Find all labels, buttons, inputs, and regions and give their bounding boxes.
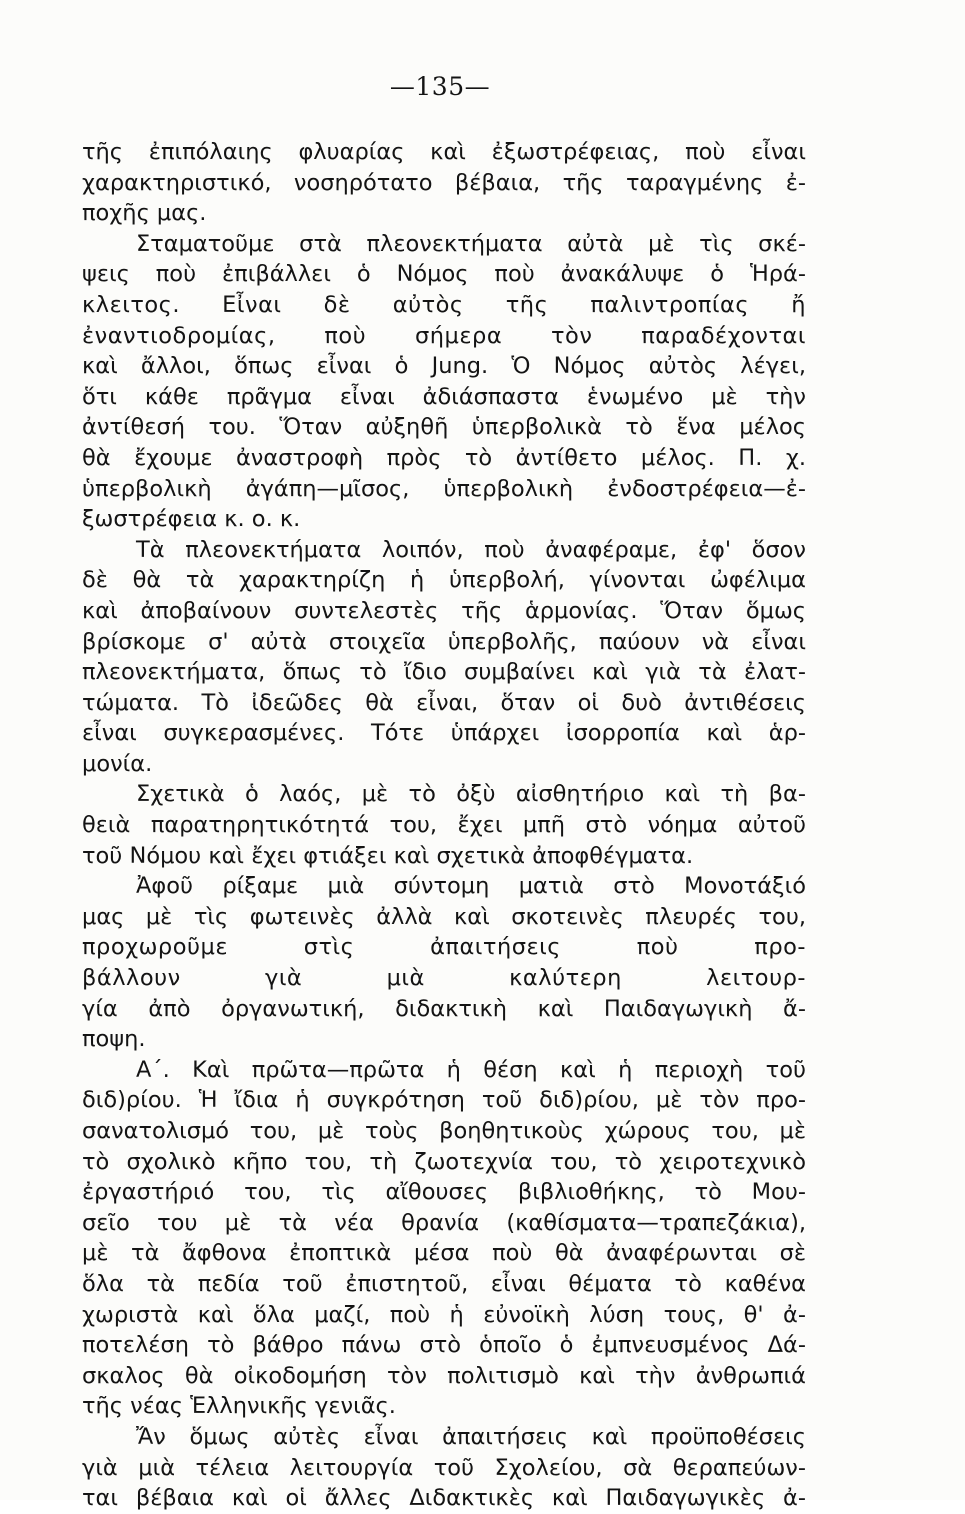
text-line: διδ)ρίου. Ἡ ἴδια ἡ συγκρότηση τοῦ διδ)ρίου, μὲ τὸν προ-	[82, 1087, 806, 1114]
text-line: τὸ σχολικὸ κῆπο του, τὴ ζωοτεχνία του, τὸ χειροτεχνικὸ	[82, 1148, 806, 1175]
text-line: τῆς νέας Ἑλληνικῆς γενιᾶς.	[82, 1393, 396, 1420]
text-line: ται βέβαια καὶ οἱ ἄλλες Διδακτικὲς καὶ Παιδαγωγικὲς ἀ-	[82, 1485, 806, 1512]
text-line: χαρακτηριστικό, νοσηρότατο βέβαια, τῆς ταραγμένης ἐ-	[82, 169, 806, 196]
text-line: τῆς ἐπιπόλαιης φλυαρίας καὶ ἐξωστρέφειας, ποὺ εἶναι	[82, 139, 806, 165]
text-line: θὰ ἔχουμε ἀναστροφὴ πρὸς τὸ ἀντίθετο μέλος. Π. χ.	[82, 444, 806, 471]
text-line: Σχετικὰ ὁ λαός, μὲ τὸ ὀξὺ αἰσθητήριο καὶ τὴ βα-	[136, 781, 806, 808]
text-line: εἶναι συγκερασμένες. Τότε ὑπάρχει ἰσορροπία καὶ ἁρ-	[82, 720, 806, 747]
text-line: δὲ θὰ τὰ χαρακτηρίζη ἡ ὑπερβολή, γίνονται ὠφέλιμα	[82, 567, 806, 594]
text-line: καὶ ἄλλοι, ὅπως εἶναι ὁ Jung. Ὁ Νόμος αὐτὸς λέγει,	[82, 353, 806, 380]
text-line: ὑπερβολικὴ ἀγάπη—μῖσος, ὑπερβολικὴ ἐνδοστρέφεια—ἐ-	[82, 475, 806, 502]
body-text	[82, 137, 806, 1514]
page-number: —135—	[389, 72, 491, 101]
text-line: ξωστρέφεια κ. ο. κ.	[82, 506, 301, 533]
text-line: τώματα. Τὸ ἰδεῶδες θὰ εἶναι, ὅταν οἱ δυὸ ἀντιθέσεις	[82, 689, 806, 716]
text-line: σεῖο του μὲ τὰ νέα θρανία (καθίσματα—τραπεζάκια),	[82, 1209, 806, 1236]
text-line: Τὰ πλεονεκτήματα λοιπόν, ποὺ ἀναφέραμε, ἐφ' ὅσον	[136, 536, 806, 563]
text-line: θειὰ παρατηρητικότητά του, ἔχει μπῆ στὸ νόημα αὐτοῦ	[82, 812, 806, 839]
text-line: γιὰ μιὰ τέλεια λειτουργία τοῦ Σχολείου, σὰ θεραπεύων-	[82, 1454, 806, 1481]
text-line: ὅτι κάθε πρᾶγμα εἶναι ἀδιάσπαστα ἑνωμένο μὲ τὴν	[82, 383, 806, 410]
text-line: χωριστὰ καὶ ὅλα μαζί, ποὺ ἡ εὐνοϊκὴ λύση τους, θ' ἀ-	[82, 1301, 806, 1328]
text-line: μονία.	[82, 750, 153, 777]
text-line: τοῦ Νόμου καὶ ἔχει φτιάξει καὶ σχετικὰ ἀποφθέγματα.	[82, 842, 694, 869]
text-line: ποτελέση τὸ βάθρο πάνω στὸ ὁποῖο ὁ ἐμπνευσμένος Δά-	[82, 1332, 806, 1359]
text-line: ἐναντιοδρομίας, ποὺ σήμερα τὸν παραδέχονται	[82, 322, 806, 349]
text-line: προχωροῦμε στὶς ἀπαιτήσεις ποὺ προ-	[82, 934, 806, 961]
text-line: σανατολισμό του, μὲ τοὺς βοηθητικοὺς χώρους του, μὲ	[82, 1118, 806, 1144]
text-line: ποψη.	[82, 1026, 146, 1053]
text-line: ψεις ποὺ ἐπιβάλλει ὁ Νόμος ποὺ ἀνακάλυψε ὁ Ἡρά-	[82, 261, 806, 288]
text-line: Α΄. Καὶ πρῶτα—πρῶτα ἡ θέση καὶ ἡ περιοχὴ τοῦ	[136, 1056, 806, 1083]
text-line: μὲ τὰ ἄφθονα ἐποπτικὰ μέσα ποὺ θὰ ἀναφέρωνται σὲ	[82, 1240, 806, 1267]
text-line: γία ἀπὸ ὀργανωτική, διδακτικὴ καὶ Παιδαγωγικὴ ἄ-	[82, 995, 806, 1022]
text-line: πλεονεκτήματα, ὅπως τὸ ἴδιο συμβαίνει καὶ γιὰ τὰ ἐλατ-	[82, 659, 806, 686]
text-line: σκαλος θὰ οἰκοδομήση τὸν πολιτισμὸ καὶ τὴν ἀνθρωπιά	[82, 1362, 806, 1389]
text-line: βρίσκομε σ' αὐτὰ στοιχεῖα ὑπερβολῆς, παύουν νὰ εἶναι	[82, 628, 806, 655]
text-line: Σταματοῦμε στὰ πλεονεκτήματα αὐτὰ μὲ τὶς σκέ-	[136, 230, 806, 257]
text-line: μας μὲ τὶς φωτεινὲς ἀλλὰ καὶ σκοτεινὲς πλευρές του,	[82, 903, 806, 930]
text-line: κλειτος. Εἶναι δὲ αὐτὸς τῆς παλιντροπίας ἤ	[82, 291, 806, 318]
text-line: Ἀφοῦ ρίξαμε μιὰ σύντομη ματιὰ στὸ Μονοτάξιό	[136, 873, 806, 900]
text-line: βάλλουν γιὰ μιὰ καλύτερη λειτουρ-	[82, 965, 806, 992]
text-line: ὅλα τὰ πεδία τοῦ ἐπιστητοῦ, εἶναι θέματα τὸ καθένα	[82, 1270, 806, 1297]
text-line: καὶ ἀποβαίνουν συντελεστὲς τῆς ἁρμονίας. Ὅταν ὅμως	[82, 597, 806, 624]
text-line: ἐργαστήριό του, τὶς αἴθουσες βιβλιοθήκης, τὸ Μου-	[82, 1179, 806, 1206]
text-line: Ἄν ὅμως αὐτὲς εἶναι ἀπαιτήσεις καὶ προϋποθέσεις	[136, 1423, 806, 1450]
text-line: ποχῆς μας.	[82, 200, 207, 227]
text-line: ἀντίθεσή του. Ὅταν αὐξηθῆ ὑπερβολικὰ τὸ ἕνα μέλος	[82, 414, 806, 441]
